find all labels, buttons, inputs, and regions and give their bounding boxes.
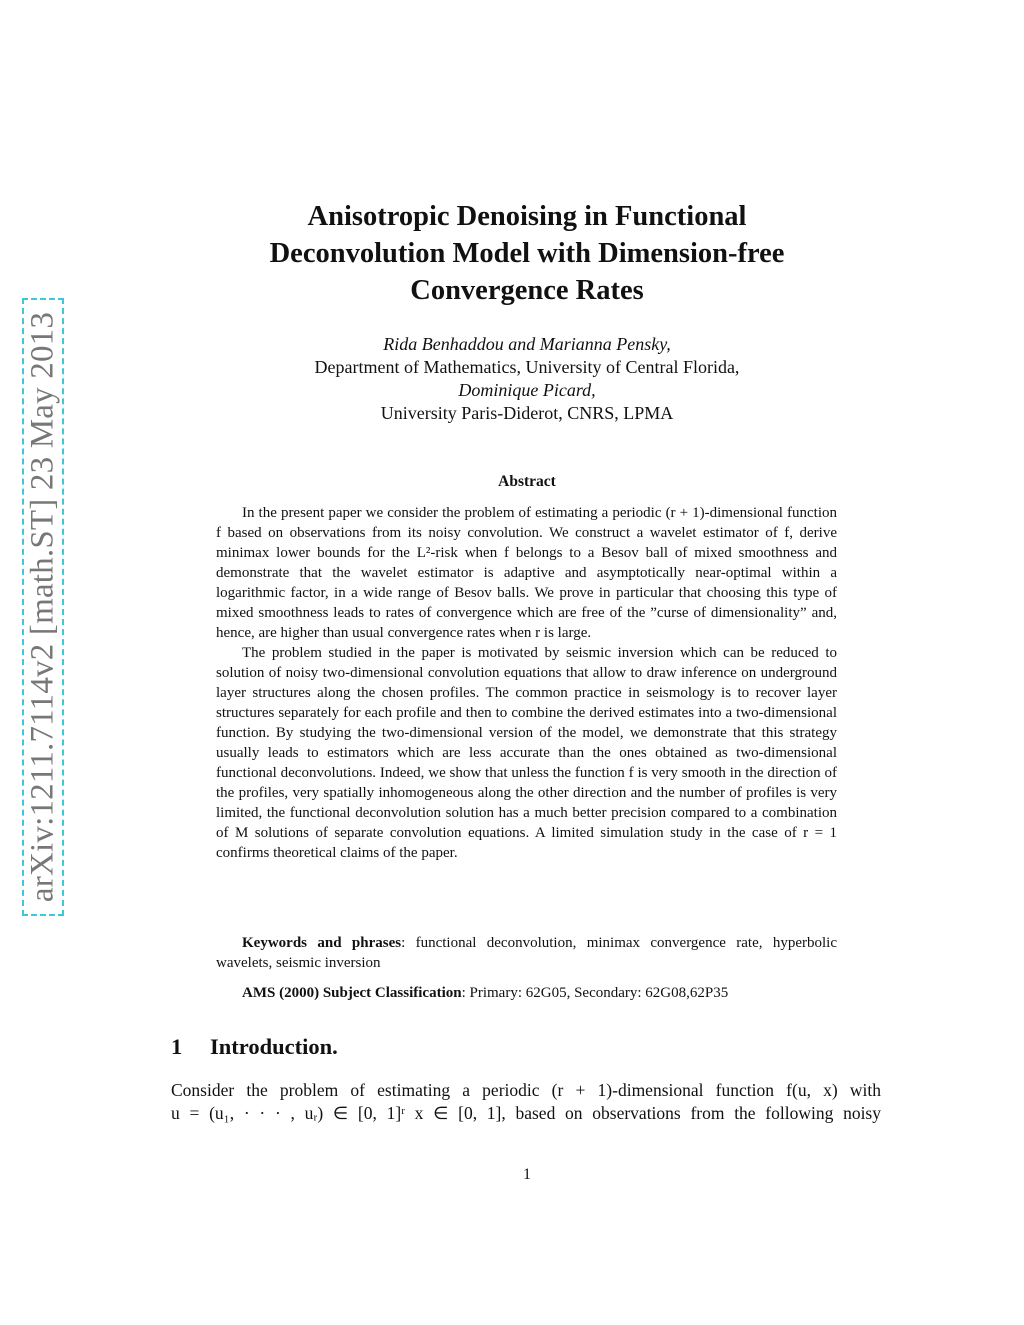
arxiv-id: arXiv:1211.7114v2 [math.ST] 23 May 2013 — [24, 311, 61, 903]
intro-line: u = (u₁, · · · , uᵣ) ∈ [0, 1]ʳ x ∈ [0, 1], based on observations from the following noisy — [171, 1103, 881, 1123]
title-line: Anisotropic Denoising in Functional — [307, 201, 747, 232]
paper-title — [200, 198, 854, 309]
ams-text: : Primary: 62G05, Secondary: 62G08,62P35 — [461, 985, 729, 1001]
title-line: Convergence Rates — [410, 275, 644, 306]
keywords-text: : functional deconvolution, minimax convergence rate, hyperbolic wavelets, seismic inversion — [216, 935, 837, 971]
author-affiliation: Department of Mathematics, University of Central Florida, — [314, 357, 740, 377]
author-names: Rida Benhaddou and Marianna Pensky, — [383, 334, 671, 354]
section-heading — [171, 1034, 338, 1060]
keywords — [216, 933, 837, 973]
page-number: 1 — [523, 1166, 531, 1183]
keywords-label: Keywords and phrases — [242, 935, 402, 951]
section-number: 1 — [171, 1034, 183, 1059]
intro-text — [171, 1079, 881, 1125]
author-affiliation: University Paris-Diderot, CNRS, LPMA — [380, 403, 674, 423]
ams-classification — [216, 983, 856, 1003]
abstract-body — [216, 503, 837, 863]
section-title: Introduction. — [210, 1034, 338, 1059]
author-block — [200, 333, 854, 425]
author-names: Dominique Picard, — [458, 380, 596, 400]
intro-line: Consider the problem of estimating a periodic (r + 1)-dimensional function f(u, x) with — [171, 1080, 881, 1100]
abstract-paragraph: In the present paper we consider the problem of estimating a periodic (r + 1)-dimensional function f based on observations from its noisy convolution. We construct a wavelet estimator of f, derive minimax lower bounds for the L²-risk when f belongs to a Besov ball of mixed smoothness and demonstrate that the wavelet estimator is adaptive and asymptotically near-optimal within a logarithmic factor, in a wide range of Besov balls. We prove in particular that choosing this type of mixed smoothness leads to rates of convergence which are free of the ”curse of dimensionality” and, hence, are higher than usual convergence rates when r is large. — [216, 505, 837, 641]
abstract-heading: Abstract — [498, 473, 556, 490]
title-line: Deconvolution Model with Dimension-free — [269, 238, 785, 269]
ams-label: AMS (2000) Subject Classification — [242, 985, 462, 1001]
abstract-paragraph: The problem studied in the paper is motivated by seismic inversion which can be reduced to solution of noisy two-dimensional convolution equations that allow to draw inference on underground layer structures along the chosen profiles. The common practice in seismology is to recover layer structures separately for each profile and then to combine the derived estimates into a two-dimensional function. By studying the two-dimensional version of the model, we demonstrate that this strategy usually leads to estimators which are less accurate than the ones obtained as two-dimensional functional deconvolutions. Indeed, we show that unless the function f is very smooth in the direction of the profiles, very spatially inhomogeneous along the other direction and the number of profiles is very limited, the functional deconvolution solution has a much better precision compared to a combination of M solutions of separate convolution equations. A limited simulation study in the case of r = 1 confirms theoretical claims of the paper. — [216, 645, 837, 861]
arxiv-stamp — [22, 298, 64, 916]
